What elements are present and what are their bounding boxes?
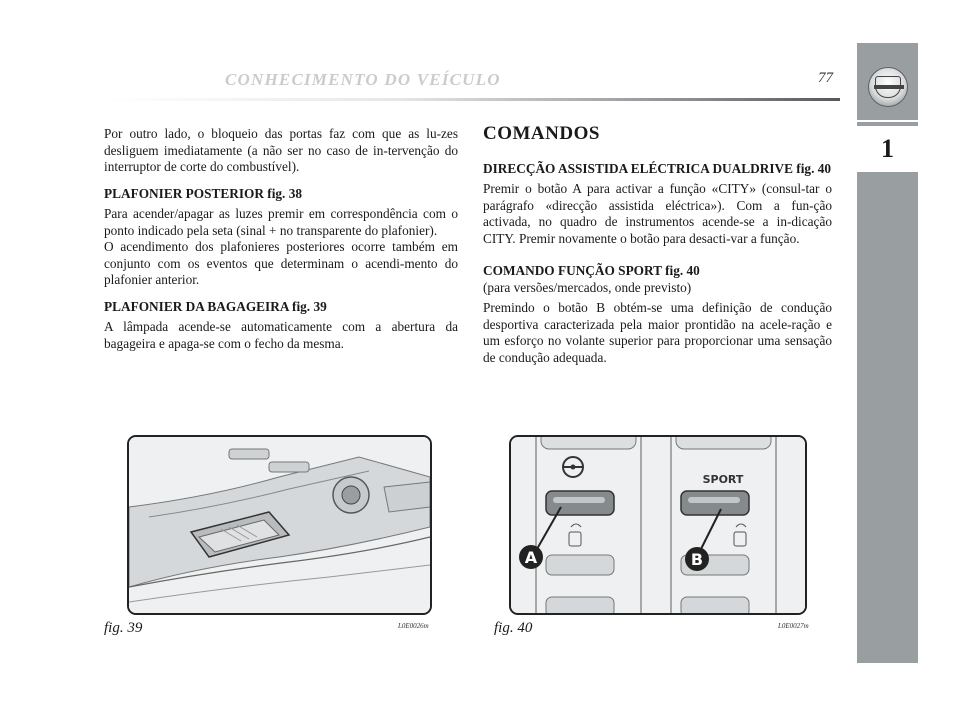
left-column <box>104 126 458 362</box>
figure-40-code: L0E0027m <box>778 622 809 630</box>
paragraph: Por outro lado, o bloqueio das portas faz com que as lu-zes desliguem imediatamente (a não ser no caso de in-tervenção do interruptor de corte do combustível). <box>104 126 458 174</box>
figure-40-caption: fig. 40 <box>494 620 533 636</box>
paragraph: A lâmpada acende-se automaticamente com a abertura da bagageira e apaga-se com o fecho da mesma. <box>104 319 458 351</box>
section-heading: DIRECÇÃO ASSISTIDA ELÉCTRICA DUALDRIVE fig. 40 <box>483 160 832 176</box>
figure-39-caption: fig. 39 <box>104 620 143 636</box>
section-heading: COMANDO FUNÇÃO SPORT fig. 40 <box>483 263 700 278</box>
subheading-note: (para versões/mercados, onde previsto) <box>483 279 692 295</box>
section-heading: PLAFONIER POSTERIOR fig. 38 <box>104 185 302 201</box>
header-rule <box>108 98 840 101</box>
paragraph: Premir o botão A para activar a função «CITY» (consul-tar o parágrafo «direcção assistida eléctrica»). Com a fun-ção activada, no quadro de instrumentos acende-se a in-dicação CITY. Premir novamente o botão para desacti-var a função. <box>483 181 832 246</box>
tab-divider <box>857 120 918 122</box>
lancia-logo-icon <box>868 67 908 107</box>
figure-39-code: L0E0026m <box>398 622 429 630</box>
section-title: COMANDOS <box>483 123 600 144</box>
right-column <box>483 123 832 376</box>
figure-40-image <box>509 435 807 615</box>
chapter-number: 1 <box>857 126 918 172</box>
callout-a: A <box>524 548 538 567</box>
sport-label: SPORT <box>702 473 744 486</box>
figure-39-image <box>127 435 432 615</box>
paragraph: Para acender/apagar as luzes premir em correspondência com o ponto indicado pela seta (sinal + no transparente do plafonier). <box>104 206 458 238</box>
callout-b: B <box>690 550 704 569</box>
page-number: 77 <box>818 70 833 86</box>
paragraph: Premindo o botão B obtém-se uma definição de condução desportiva caracterizada pela maior prontidão na acele-ração e um esforço no volante superior para proporcionar uma sensação de condução adequada. <box>483 300 832 365</box>
paragraph: O acendimento dos plafonieres posteriores ocorre também em conjunto com os eventos que determinam o acendi-mento do plafonier anterior. <box>104 239 458 287</box>
section-heading: PLAFONIER DA BAGAGEIRA fig. 39 <box>104 298 327 314</box>
running-header: CONHECIMENTO DO VEÍCULO <box>225 70 501 89</box>
